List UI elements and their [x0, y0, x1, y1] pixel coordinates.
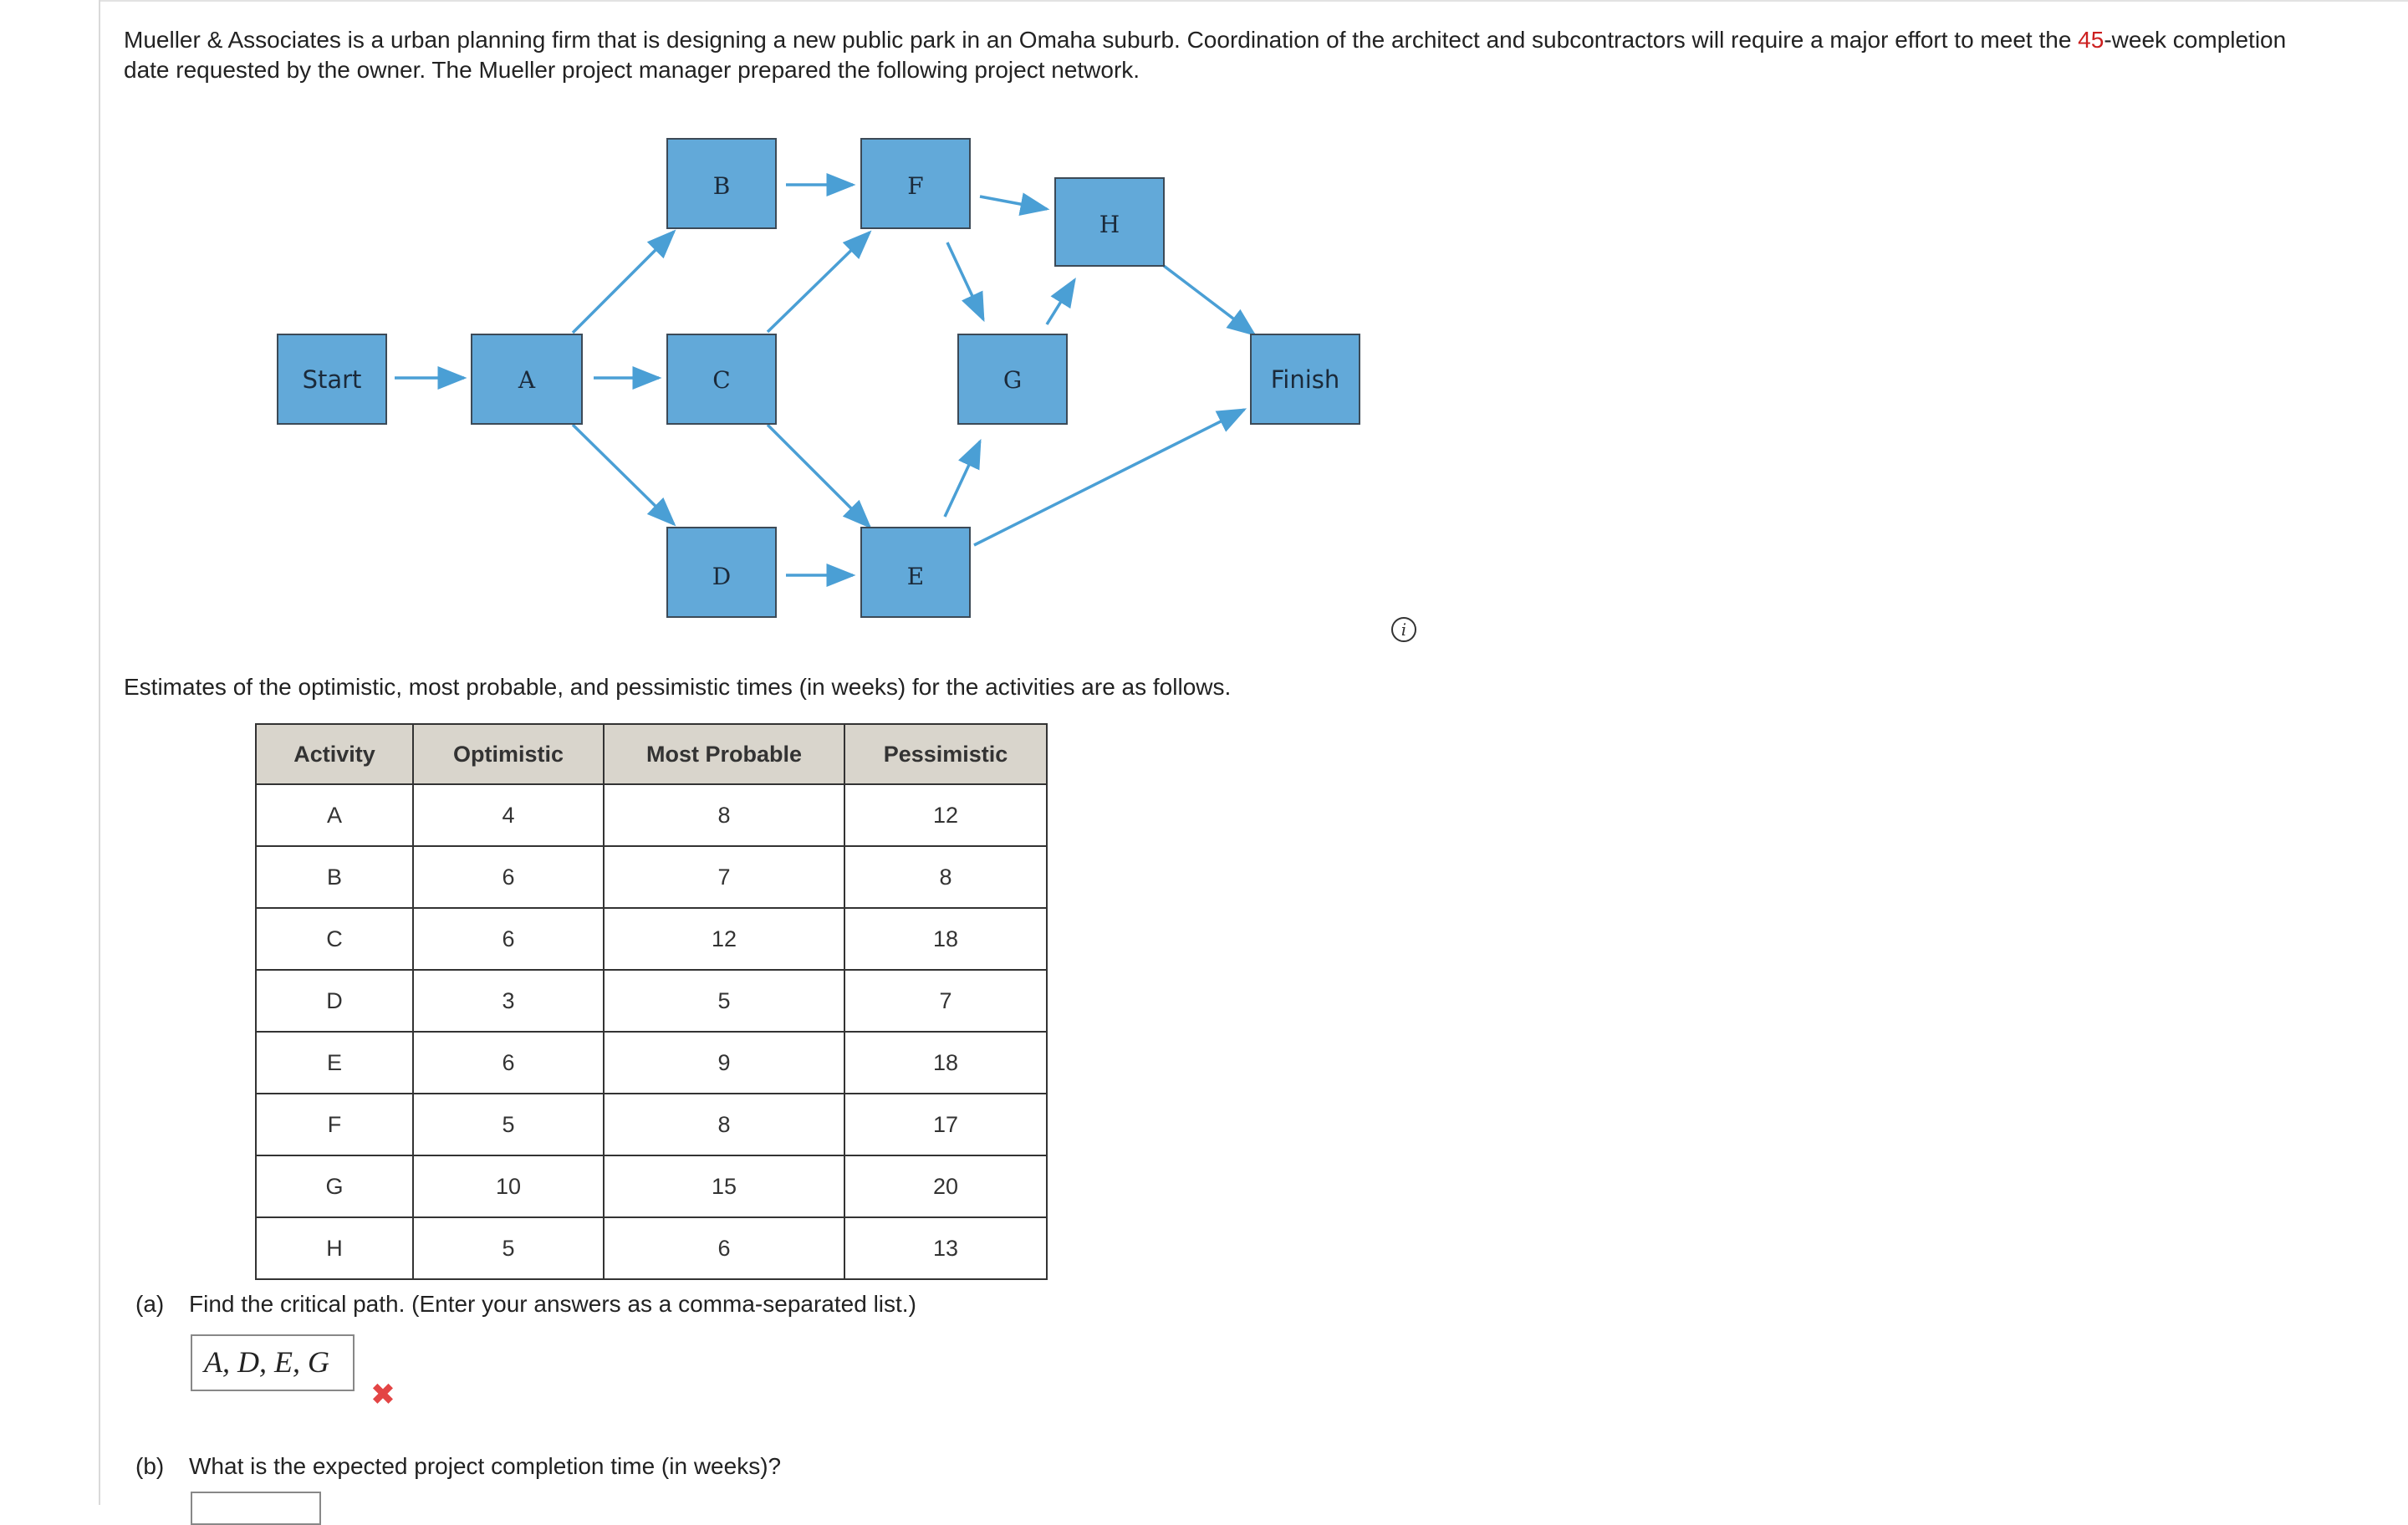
node-h [1055, 178, 1164, 266]
deadline-weeks-highlight: 45 [2078, 27, 2104, 53]
cell-activity: A [256, 784, 413, 846]
cell-most-probable: 15 [604, 1155, 844, 1217]
table-row [256, 1217, 1047, 1279]
cell-most-probable: 9 [604, 1032, 844, 1094]
question-a-text: Find the critical path. (Enter your answers as a comma-separated list.) [189, 1291, 916, 1317]
cell-optimistic: 4 [413, 784, 604, 846]
node-a-label: A [518, 366, 536, 394]
cell-optimistic: 3 [413, 970, 604, 1032]
question-b-text: What is the expected project completion time (in weeks)? [189, 1453, 782, 1479]
project-network-diagram [0, 0, 1421, 635]
node-finish-label: Finish [1270, 365, 1340, 394]
header-most-probable: Most Probable [604, 724, 844, 784]
cell-pessimistic: 20 [844, 1155, 1047, 1217]
edge-a-b [573, 232, 674, 333]
cell-optimistic: 6 [413, 908, 604, 970]
cell-activity: C [256, 908, 413, 970]
edge-f-g [947, 242, 983, 319]
table-row [256, 846, 1047, 908]
completion-time-answer-input[interactable] [191, 1492, 321, 1525]
edge-g-h [1047, 280, 1074, 324]
activity-time-table [255, 723, 1048, 1280]
node-b-label: B [712, 172, 731, 200]
critical-path-answer-input[interactable]: A, D, E, G [191, 1334, 355, 1391]
cell-pessimistic: 18 [844, 908, 1047, 970]
node-g [958, 334, 1067, 424]
header-pessimistic: Pessimistic [844, 724, 1047, 784]
table-row [256, 1155, 1047, 1217]
table-row [256, 970, 1047, 1032]
table-header-row [256, 724, 1047, 784]
table-row [256, 1094, 1047, 1155]
cell-activity: B [256, 846, 413, 908]
cell-most-probable: 8 [604, 784, 844, 846]
node-a [472, 334, 582, 424]
node-e [861, 528, 970, 617]
cell-pessimistic: 17 [844, 1094, 1047, 1155]
node-d [667, 528, 776, 617]
node-f [861, 139, 970, 228]
cell-pessimistic: 13 [844, 1217, 1047, 1279]
node-e-label: E [906, 563, 925, 590]
edge-h-finish [1164, 266, 1254, 334]
cell-optimistic: 6 [413, 846, 604, 908]
cell-most-probable: 5 [604, 970, 844, 1032]
question-b [135, 1451, 781, 1482]
edge-c-e [768, 425, 870, 527]
edge-c-f [768, 232, 870, 332]
node-c [667, 334, 776, 424]
question-a [135, 1289, 916, 1319]
edge-a-d [573, 425, 674, 524]
node-h-label: H [1099, 211, 1120, 238]
node-d-label: D [712, 563, 732, 590]
cell-activity: E [256, 1032, 413, 1094]
edge-f-h [980, 196, 1047, 209]
cell-most-probable: 8 [604, 1094, 844, 1155]
cell-most-probable: 12 [604, 908, 844, 970]
estimates-intro: Estimates of the optimistic, most probable, and pessimistic times (in weeks) for the activities are as follows. [124, 674, 1232, 700]
edge-e-finish [974, 410, 1244, 545]
table-row [256, 1032, 1047, 1094]
cell-most-probable: 7 [604, 846, 844, 908]
cell-activity: F [256, 1094, 413, 1155]
table-row [256, 784, 1047, 846]
question-b-label: (b) [135, 1453, 165, 1479]
cell-activity: D [256, 970, 413, 1032]
node-g-label: G [1002, 366, 1023, 394]
incorrect-x-icon: ✖ [370, 1377, 396, 1411]
node-finish [1251, 334, 1360, 424]
info-icon[interactable]: i [1391, 617, 1416, 642]
cell-pessimistic: 7 [844, 970, 1047, 1032]
cell-optimistic: 6 [413, 1032, 604, 1094]
cell-optimistic: 5 [413, 1094, 604, 1155]
node-start-label: Start [302, 365, 362, 394]
header-optimistic: Optimistic [413, 724, 604, 784]
node-f-label: F [907, 172, 924, 200]
cell-activity: H [256, 1217, 413, 1279]
cell-optimistic: 10 [413, 1155, 604, 1217]
node-start [278, 334, 386, 424]
cell-pessimistic: 12 [844, 784, 1047, 846]
node-b [667, 139, 776, 228]
question-a-label: (a) [135, 1291, 165, 1317]
cell-most-probable: 6 [604, 1217, 844, 1279]
cell-optimistic: 5 [413, 1217, 604, 1279]
header-activity: Activity [256, 724, 413, 784]
intro-text-start: Mueller & Associates is a urban planning firm that is designing a new public park in an Omaha suburb. Coordination of the architect and subcontractors will require a major effort to meet the [124, 27, 2079, 53]
table-row [256, 908, 1047, 970]
cell-pessimistic: 8 [844, 846, 1047, 908]
cell-activity: G [256, 1155, 413, 1217]
intro-text-end: -week completion date requested by the owner. The Mueller project manager prepared the following project network. [124, 27, 2287, 83]
node-c-label: C [712, 366, 731, 394]
edge-e-g [945, 441, 980, 517]
cell-pessimistic: 18 [844, 1032, 1047, 1094]
